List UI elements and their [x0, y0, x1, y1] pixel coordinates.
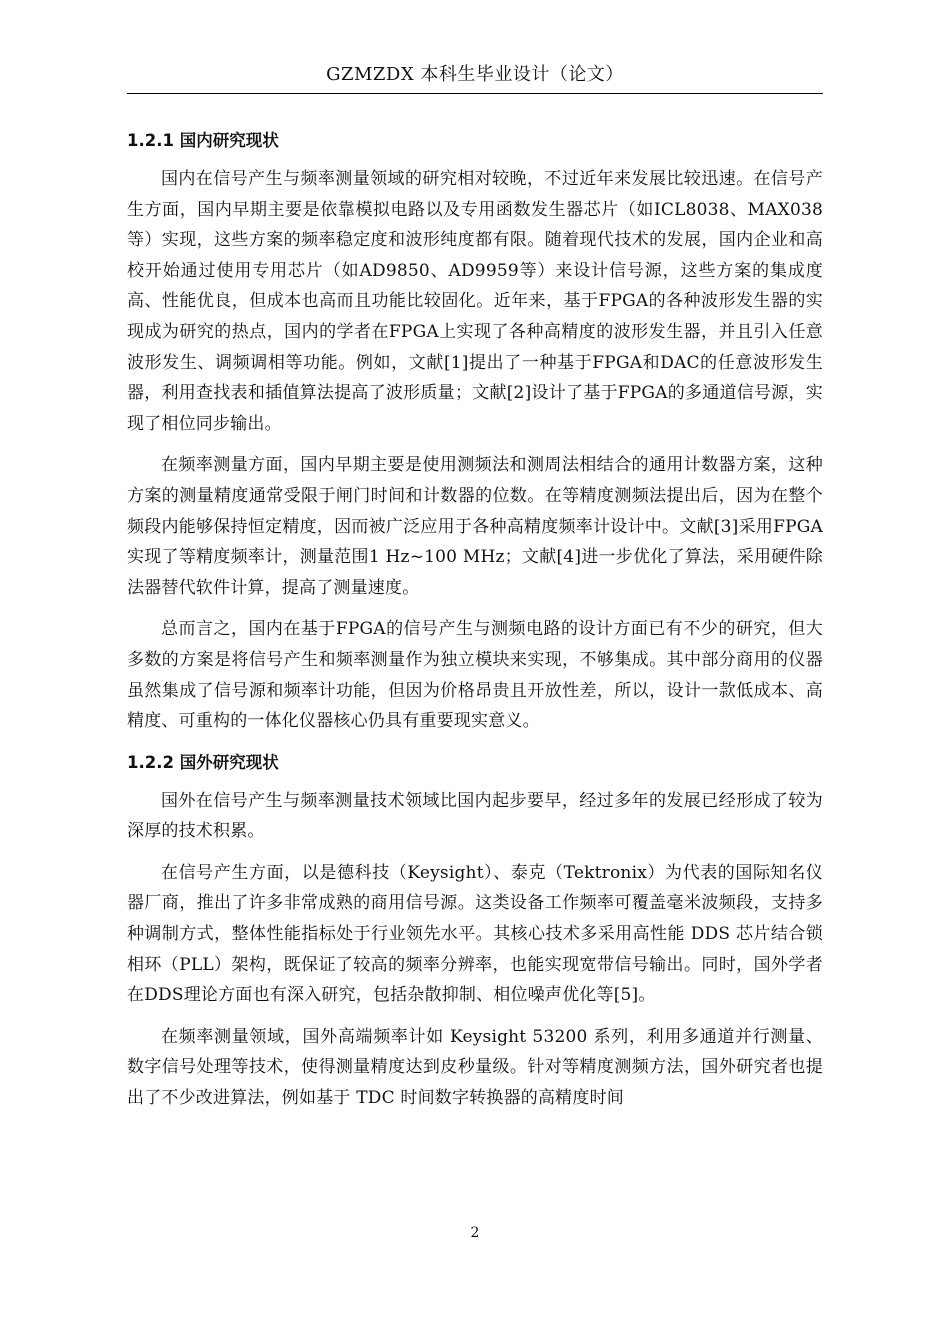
page-header: GZMZDX 本科生毕业设计（论文）: [326, 64, 624, 85]
paragraph: 在信号产生方面，以是德科技（Keysight）、泰克（Tektronix）为代表的国际知名仪器厂商，推出了许多非常成熟的商用信号源。这类设备工作频率可覆盖毫米波频段，支持多种调制方式，整体性能指标处于行业领先水平。其核心技术多采用高性能 DDS 芯片结合锁相环（PLL）架构，既保证了较高的频率分辨率，也能实现宽带信号输出。同时，国外学者在DDS理论方面也有深入研究，包括杂散抑制、相位噪声优化等[5]。: [127, 862, 823, 1006]
paragraph: 总而言之，国内在基于FPGA的信号产生与测频电路的设计方面已有不少的研究，但大多数的方案是将信号产生和频率测量作为独立模块来实现，不够集成。其中部分商用的仪器虽然集成了信号源和频率计功能，但因为价格昂贵且开放性差，所以，设计一款低成本、高精度、可重构的一体化仪器核心仍具有重要现实意义。: [127, 619, 823, 732]
page-number: 2: [470, 1225, 480, 1241]
paragraph: 国内在信号产生与频率测量领域的研究相对较晚，不过近年来发展比较迅速。在信号产生方面，国内早期主要是依靠模拟电路以及专用函数发生器芯片（如ICL8038、MAX038等）实现，这些方案的频率稳定度和波形纯度都有限。随着现代技术的发展，国内企业和高校开始通过使用专用芯片（如AD9850、AD9959等）来设计信号源，这些方案的集成度高、性能优良，但成本也高而且功能比较固化。近年来，基于FPGA的各种波形发生器的实现成为研究的热点，国内的学者在FPGA上实现了各种高精度的波形发生器，并且引入任意波形发生、调频调相等功能。例如，文献[1]提出了一种基于FPGA和DAC的任意波形发生器，利用查找表和插值算法提高了波形质量；文献[2]设计了基于FPGA的多通道信号源，实现了相位同步输出。: [127, 169, 823, 434]
paragraph: 国外在信号产生与频率测量技术领域比国内起步要早，经过多年的发展已经形成了较为深厚的技术积累。: [127, 790, 823, 842]
section-heading: 1.2.2 国外研究现状: [127, 752, 279, 772]
header-rule: [127, 93, 823, 94]
paragraph: 在频率测量方面，国内早期主要是使用测频法和测周法相结合的通用计数器方案，这种方案的测量精度通常受限于闸门时间和计数器的位数。在等精度测频法提出后，因为在整个频段内能够保持恒定精度，因而被广泛应用于各种高精度频率计设计中。文献[3]采用FPGA实现了等精度频率计，测量范围1 Hz~100 MHz；文献[4]进一步优化了算法，采用硬件除法器替代软件计算，提高了测量速度。: [127, 455, 823, 598]
paragraph: 在频率测量领域，国外高端频率计如 Keysight 53200 系列，利用多通道并行测量、数字信号处理等技术，使得测量精度达到皮秒量级。针对等精度测频方法，国外研究者也提出了不少改进算法，例如基于 TDC 时间数字转换器的高精度时间: [127, 1026, 823, 1109]
section-heading: 1.2.1 国内研究现状: [127, 131, 279, 150]
page-body: [127, 126, 823, 1125]
